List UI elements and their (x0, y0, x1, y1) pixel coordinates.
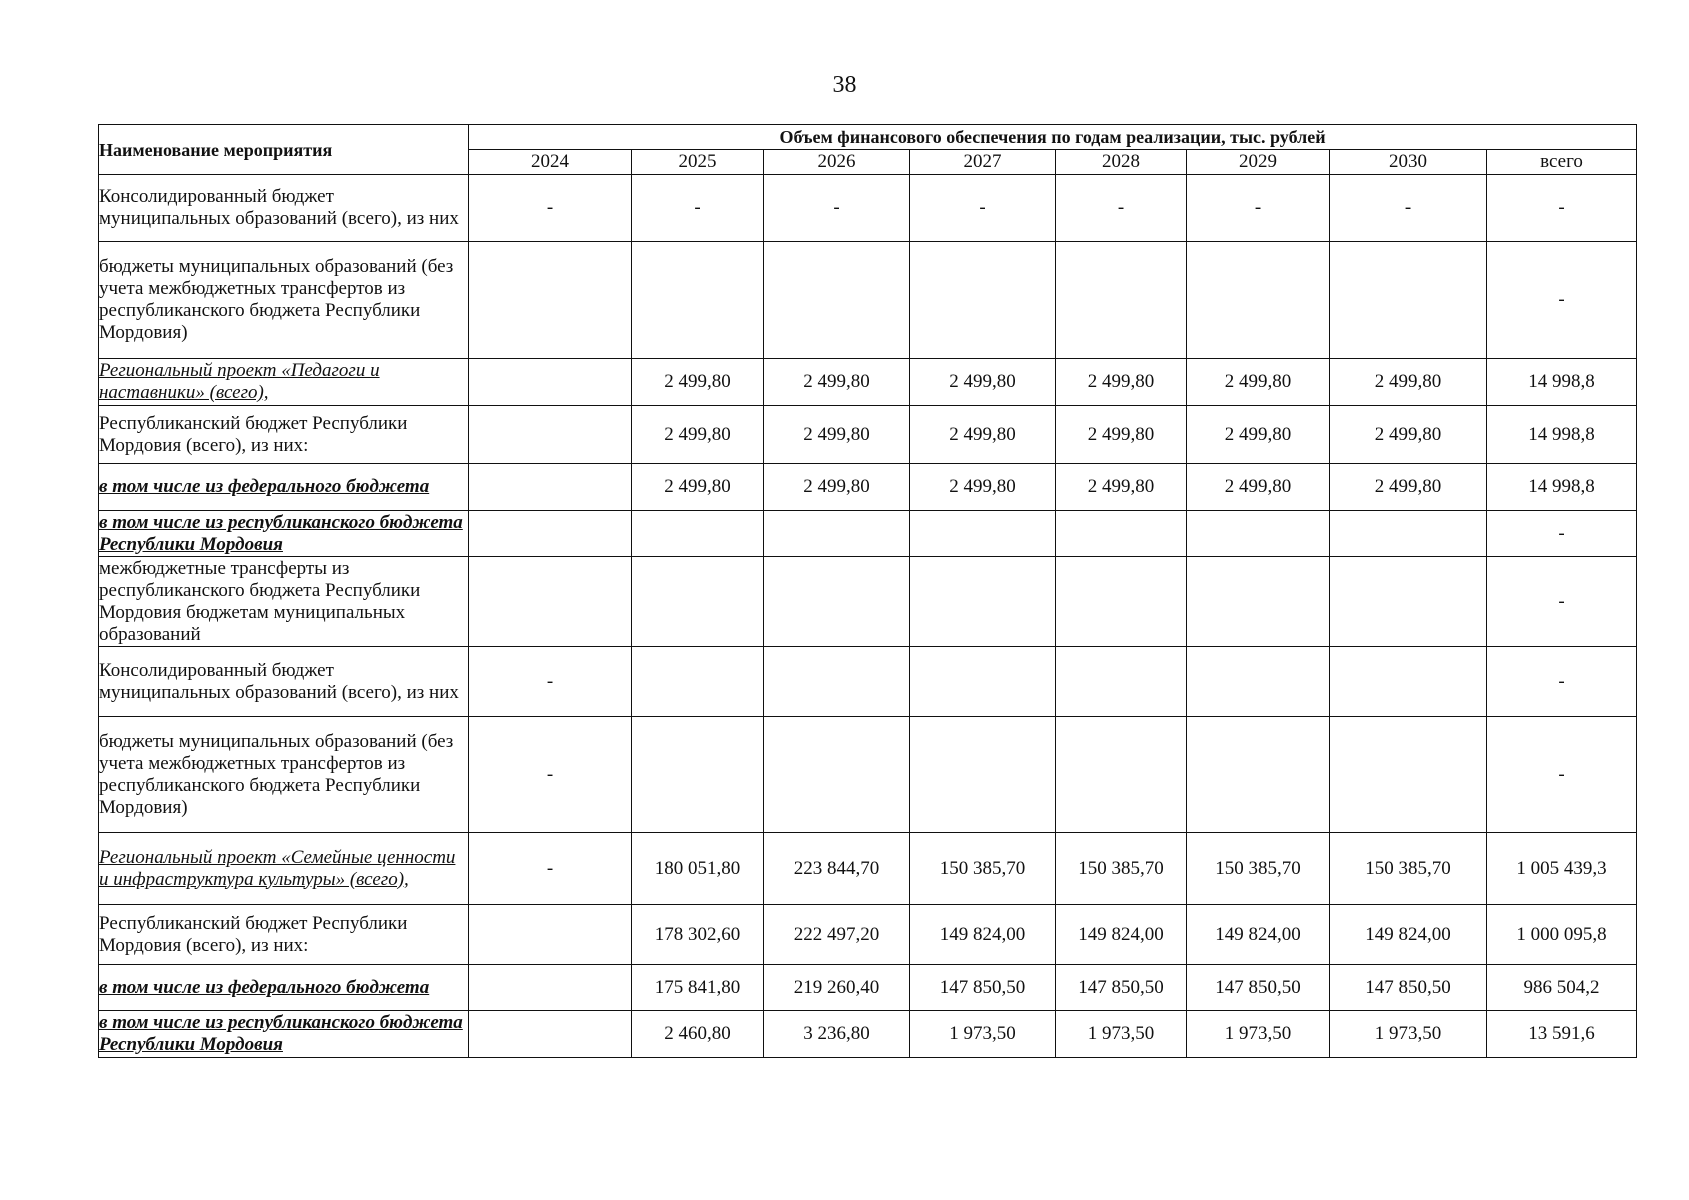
row-value-2029 (1187, 511, 1330, 557)
row-value-2024 (469, 242, 632, 359)
row-value-всего: 14 998,8 (1487, 359, 1637, 406)
row-value-2029 (1187, 717, 1330, 833)
row-value-2030 (1330, 647, 1487, 717)
table-row (99, 717, 1637, 833)
row-value-всего: - (1487, 557, 1637, 647)
row-name: в том числе из федерального бюджета (99, 464, 469, 511)
table-row (99, 242, 1637, 359)
table-row (99, 359, 1637, 406)
row-value-2026 (764, 242, 910, 359)
row-value-2030 (1330, 511, 1487, 557)
header-year-2030: 2030 (1330, 150, 1487, 175)
row-name: Консолидированный бюджет муниципальных образований (всего), из них (99, 647, 469, 717)
row-value-2024 (469, 557, 632, 647)
row-value-2027 (910, 557, 1056, 647)
row-name: в том числе из республиканского бюджета Республики Мордовия (99, 1011, 469, 1058)
row-value-2025 (632, 511, 764, 557)
row-value-2030 (1330, 557, 1487, 647)
row-value-всего: 986 504,2 (1487, 965, 1637, 1011)
financing-table (98, 124, 1637, 1058)
row-value-2026: 3 236,80 (764, 1011, 910, 1058)
row-value-2030: 2 499,80 (1330, 406, 1487, 464)
row-value-2024: - (469, 175, 632, 242)
table-row (99, 557, 1637, 647)
row-name: бюджеты муниципальных образований (без учета межбюджетных трансфертов из республиканского бюджета Республики Мордовия) (99, 242, 469, 359)
row-value-2027: - (910, 175, 1056, 242)
table-header (99, 125, 1637, 175)
header-year-2029: 2029 (1187, 150, 1330, 175)
row-value-2029 (1187, 557, 1330, 647)
row-value-2025: 2 499,80 (632, 406, 764, 464)
row-value-2027: 147 850,50 (910, 965, 1056, 1011)
row-value-2024 (469, 464, 632, 511)
row-value-всего: - (1487, 717, 1637, 833)
row-value-2028: 149 824,00 (1056, 905, 1187, 965)
row-value-2027 (910, 511, 1056, 557)
row-name: бюджеты муниципальных образований (без учета межбюджетных трансфертов из республиканского бюджета Республики Мордовия) (99, 717, 469, 833)
row-value-2024 (469, 1011, 632, 1058)
row-value-всего: 14 998,8 (1487, 464, 1637, 511)
row-name: в том числе из республиканского бюджета Республики Мордовия (99, 511, 469, 557)
row-value-2027: 1 973,50 (910, 1011, 1056, 1058)
row-value-2030: 2 499,80 (1330, 464, 1487, 511)
row-value-2027: 150 385,70 (910, 833, 1056, 905)
row-value-2028: 2 499,80 (1056, 359, 1187, 406)
row-value-2030: 2 499,80 (1330, 359, 1487, 406)
row-value-2028: 150 385,70 (1056, 833, 1187, 905)
row-value-2026: 222 497,20 (764, 905, 910, 965)
header-year-2025: 2025 (632, 150, 764, 175)
page-number: 38 (832, 72, 857, 98)
row-value-2025: 2 460,80 (632, 1011, 764, 1058)
row-value-2026 (764, 647, 910, 717)
row-value-2027: 2 499,80 (910, 406, 1056, 464)
row-value-2026 (764, 511, 910, 557)
row-value-2030 (1330, 717, 1487, 833)
row-value-2029: 150 385,70 (1187, 833, 1330, 905)
row-value-2030: 147 850,50 (1330, 965, 1487, 1011)
row-value-2024 (469, 965, 632, 1011)
row-value-2026 (764, 717, 910, 833)
row-value-2025: 180 051,80 (632, 833, 764, 905)
row-value-2030: 150 385,70 (1330, 833, 1487, 905)
row-name: Республиканский бюджет Республики Мордовия (всего), из них: (99, 406, 469, 464)
table-row (99, 833, 1637, 905)
table-row (99, 905, 1637, 965)
row-value-всего: - (1487, 511, 1637, 557)
row-value-2030 (1330, 242, 1487, 359)
row-value-всего: - (1487, 175, 1637, 242)
row-value-2026: 223 844,70 (764, 833, 910, 905)
row-value-2025 (632, 717, 764, 833)
row-value-2025: 2 499,80 (632, 464, 764, 511)
row-value-2024: - (469, 647, 632, 717)
row-value-2027 (910, 242, 1056, 359)
row-value-2025: 178 302,60 (632, 905, 764, 965)
header-year-2028: 2028 (1056, 150, 1187, 175)
row-value-2027 (910, 647, 1056, 717)
row-value-2026: 219 260,40 (764, 965, 910, 1011)
row-value-2024 (469, 406, 632, 464)
row-value-2028: - (1056, 175, 1187, 242)
row-value-2026: 2 499,80 (764, 359, 910, 406)
row-value-2029: 2 499,80 (1187, 359, 1330, 406)
row-value-2027: 149 824,00 (910, 905, 1056, 965)
header-year-2026: 2026 (764, 150, 910, 175)
row-value-2024 (469, 359, 632, 406)
row-name: межбюджетные трансферты из республиканского бюджета Республики Мордовия бюджетам муниципальных образований (99, 557, 469, 647)
table-row (99, 1011, 1637, 1058)
row-value-2028 (1056, 647, 1187, 717)
row-value-2030: - (1330, 175, 1487, 242)
row-value-2027 (910, 717, 1056, 833)
row-value-2025: 175 841,80 (632, 965, 764, 1011)
header-name-column: Наименование мероприятия (99, 125, 469, 175)
row-value-2024: - (469, 717, 632, 833)
row-value-2029 (1187, 242, 1330, 359)
table-row (99, 464, 1637, 511)
row-value-2029: 1 973,50 (1187, 1011, 1330, 1058)
row-value-всего: 1 005 439,3 (1487, 833, 1637, 905)
row-value-2028: 2 499,80 (1056, 406, 1187, 464)
row-value-2025: 2 499,80 (632, 359, 764, 406)
row-value-2026: 2 499,80 (764, 406, 910, 464)
row-value-всего: 14 998,8 (1487, 406, 1637, 464)
row-value-2028 (1056, 557, 1187, 647)
table-row (99, 965, 1637, 1011)
row-value-2029: 2 499,80 (1187, 406, 1330, 464)
row-value-2024 (469, 905, 632, 965)
row-name: в том числе из федерального бюджета (99, 965, 469, 1011)
header-year-2024: 2024 (469, 150, 632, 175)
row-value-2029: 147 850,50 (1187, 965, 1330, 1011)
row-value-2029: 2 499,80 (1187, 464, 1330, 511)
row-value-всего: - (1487, 647, 1637, 717)
row-name: Консолидированный бюджет муниципальных образований (всего), из них (99, 175, 469, 242)
row-value-2024: - (469, 833, 632, 905)
row-value-2028: 2 499,80 (1056, 464, 1187, 511)
row-value-2024 (469, 511, 632, 557)
row-value-2029: 149 824,00 (1187, 905, 1330, 965)
row-value-2030: 1 973,50 (1330, 1011, 1487, 1058)
row-value-всего: 13 591,6 (1487, 1011, 1637, 1058)
row-name: Республиканский бюджет Республики Мордовия (всего), из них: (99, 905, 469, 965)
header-total: всего (1487, 150, 1637, 175)
row-value-2027: 2 499,80 (910, 359, 1056, 406)
row-value-2030: 149 824,00 (1330, 905, 1487, 965)
row-value-2029 (1187, 647, 1330, 717)
header-year-2027: 2027 (910, 150, 1056, 175)
row-value-2028 (1056, 717, 1187, 833)
row-value-всего: - (1487, 242, 1637, 359)
row-value-2025: - (632, 175, 764, 242)
row-value-2029: - (1187, 175, 1330, 242)
row-value-2025 (632, 242, 764, 359)
table-row (99, 647, 1637, 717)
row-value-2028: 147 850,50 (1056, 965, 1187, 1011)
row-value-2026: - (764, 175, 910, 242)
row-value-2028 (1056, 242, 1187, 359)
table-body (99, 175, 1637, 1058)
table-row (99, 175, 1637, 242)
row-value-2026 (764, 557, 910, 647)
table-row (99, 406, 1637, 464)
row-value-всего: 1 000 095,8 (1487, 905, 1637, 965)
row-name: Региональный проект «Педагоги и наставники» (всего), (99, 359, 469, 406)
header-financing-group: Объем финансового обеспечения по годам реализации, тыс. рублей (469, 125, 1637, 150)
row-name: Региональный проект «Семейные ценности и инфраструктура культуры» (всего), (99, 833, 469, 905)
row-value-2025 (632, 557, 764, 647)
row-value-2025 (632, 647, 764, 717)
row-value-2026: 2 499,80 (764, 464, 910, 511)
row-value-2027: 2 499,80 (910, 464, 1056, 511)
row-value-2028 (1056, 511, 1187, 557)
table-row (99, 511, 1637, 557)
row-value-2028: 1 973,50 (1056, 1011, 1187, 1058)
